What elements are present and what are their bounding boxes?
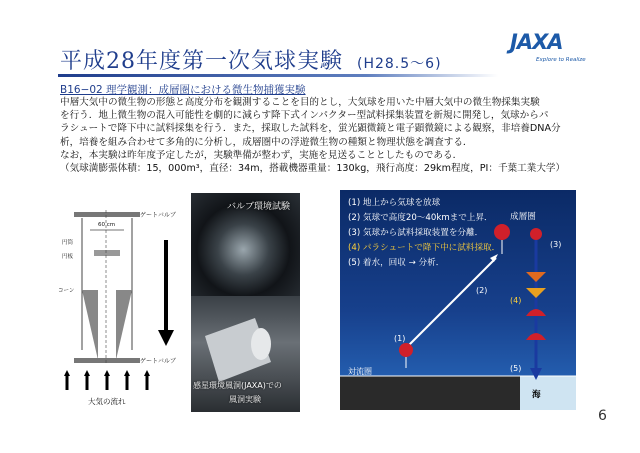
step-list	[348, 196, 500, 271]
sampler-diagram	[54, 190, 189, 410]
body-line: 中層大気中の微生物の形態と高度分布を観測することを目的とし，大気球を用いた中層大気中の微生物採集実験	[60, 97, 540, 108]
step-item: (5) 着水，回収 → 分析．	[348, 258, 445, 268]
step-item: (1) 地上から気球を放球	[348, 198, 441, 208]
top-plate	[74, 212, 140, 217]
parachute-3	[526, 309, 546, 316]
gate-valve-bottom-label: ゲートバルブ	[140, 358, 176, 365]
marker-1: (1)	[394, 334, 406, 343]
logo-text: JAXA	[510, 30, 563, 54]
airflow-label: 大気の流れ	[88, 397, 126, 406]
page-title	[60, 44, 442, 75]
title-main: 平成28年度第一次気球実験	[60, 49, 343, 74]
label-b: 円板	[62, 254, 74, 260]
title-underline	[58, 74, 498, 77]
marker-4: (4)	[510, 296, 522, 305]
marker-3: (3)	[550, 240, 562, 249]
sea-strip	[520, 376, 576, 410]
photo2-caption-line2: 風洞実験	[229, 395, 261, 404]
body-line: なお，本実験は昨年度予定したが，実験準備が整わず，実施を見送ることとしたものである．	[60, 149, 463, 161]
body-line: （気球満膨張体積：15，000m³，直径：34m，搭載機器重量：130kg，飛行高度：29km程度，PI：千葉工業大学）	[60, 163, 566, 175]
page-number: 6	[598, 408, 607, 424]
marker-2: (2)	[476, 286, 488, 295]
sea-label: 海	[532, 390, 541, 400]
step-item: (3) 気球から試料採取装置を分離．	[348, 228, 484, 238]
parachute-4	[526, 333, 546, 340]
body-line: ラシュートで降下中に試料採集を行う．また，採取した試料を，蛍光顕微鏡と電子顕微鏡による観察，非培養DNA分	[60, 123, 561, 135]
label-a: 円筒	[62, 240, 74, 246]
balloon-ground	[399, 343, 413, 357]
body-line: を行う．地上微生物の混入可能性を劇的に減らす降下式インパクター型試料採集装置を新規に開発し，気球からパ	[60, 110, 549, 122]
label-c: コーン	[58, 288, 75, 294]
flow-down-arrowhead	[158, 330, 174, 346]
photo2-caption-line1: 感星環境風洞(JAXA)での	[193, 381, 282, 390]
gate-valve-top-label: ゲートバルブ	[140, 212, 176, 219]
tunnel-model-nose	[251, 328, 271, 360]
body-line: 析，培養を組み合わせて多角的に分析し，成層圏中の浮遊微生物の種類と物理状態を調査する．	[60, 136, 473, 148]
troposphere-label: 対流圏	[348, 367, 372, 376]
sampler-diagram-svg	[54, 190, 189, 410]
wind-tunnel-photo	[191, 296, 300, 412]
balloon-release	[530, 228, 542, 240]
valve-test-photo	[191, 193, 300, 296]
parachute-1	[526, 272, 546, 282]
dimension-label: 60 cm	[98, 222, 116, 228]
marker-5: (5)	[510, 364, 522, 373]
sequence-panel	[340, 190, 576, 410]
section-heading: B16−02 理学観測：成層圏における微生物捕獲実験	[60, 84, 306, 96]
cone-left	[82, 290, 98, 360]
stratosphere-label: 成層圏	[510, 212, 536, 222]
jaxa-logo	[510, 30, 590, 70]
cone-right	[116, 290, 132, 360]
ascent-arrow	[406, 258, 496, 348]
ground-strip	[340, 376, 520, 410]
title-period: (H28.5〜6)	[357, 56, 442, 72]
photo1-caption: バルブ環境試験	[227, 202, 291, 212]
description-text	[60, 96, 620, 175]
step-item: (2) 気球で高度20〜40kmまで上昇．	[348, 213, 493, 223]
airflow-up-arrows	[64, 370, 150, 390]
parachute-2	[526, 288, 546, 298]
step-item-highlight: (4) パラシュートで降下中に試料採取．	[348, 243, 501, 253]
disc-shape	[94, 250, 120, 256]
bottom-plate	[74, 358, 140, 363]
logo-tagline: Explore to Realize	[536, 57, 586, 63]
